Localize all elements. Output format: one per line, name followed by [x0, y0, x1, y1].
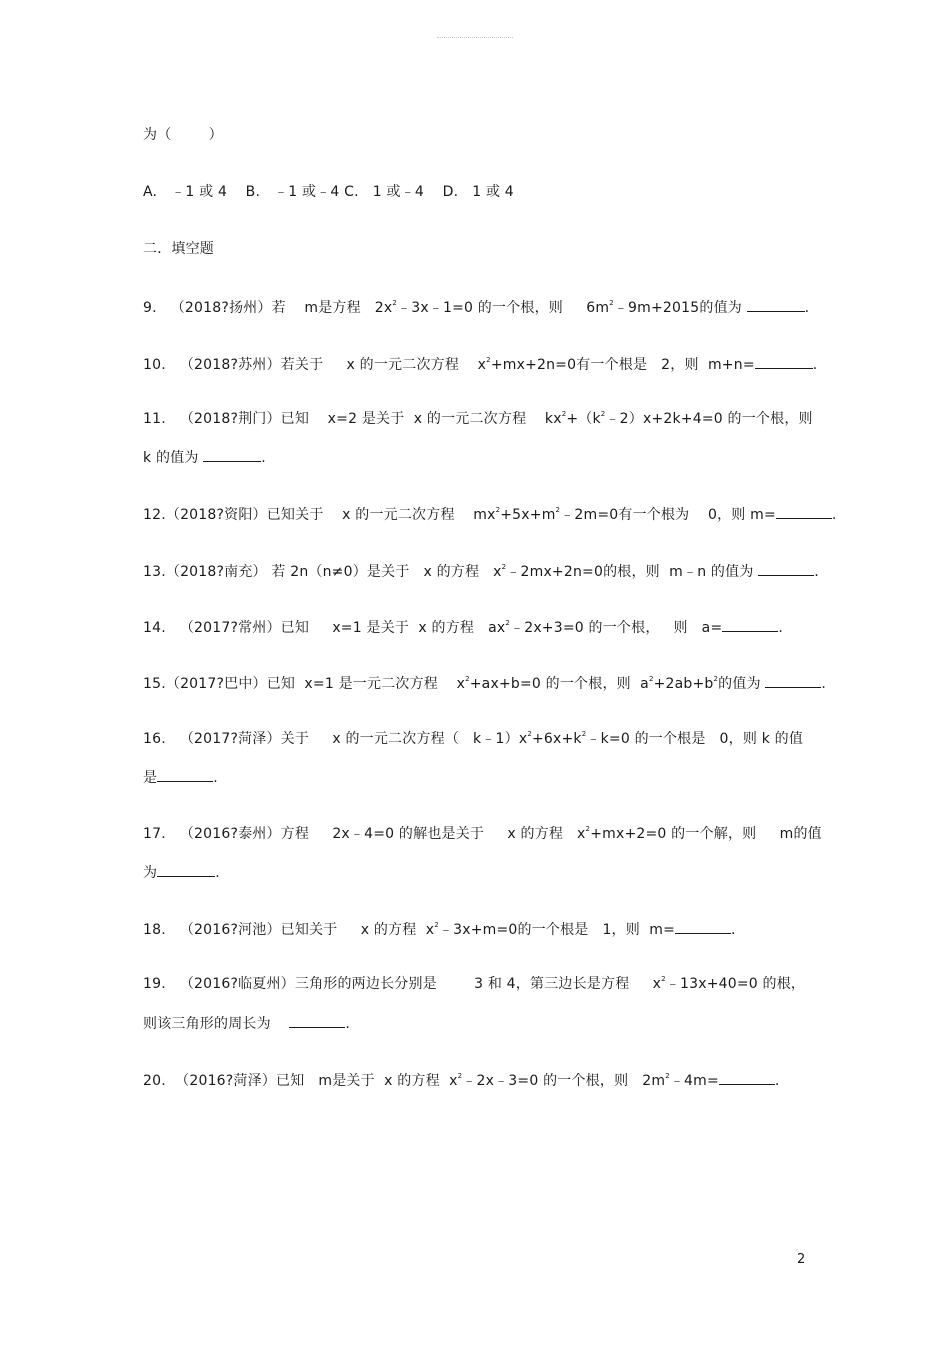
question-17: 17. （2016?泰州）方程 2x﹣4=0 的解也是关于 x 的方程 $x^2+mx+2=0$ 的一个解，则 m的值: [143, 825, 822, 842]
answer-blank[interactable]: [719, 1070, 775, 1085]
question-15: 15.（2017?巴中）已知 x=1 是一元二次方程 $x^2+ax+b=0$ 的一个根，则 $a^2+2ab+b^2$的值为 .: [143, 675, 827, 692]
answer-blank[interactable]: [765, 673, 821, 688]
question-19-cont: 则该三角形的周长为 .: [143, 1013, 350, 1033]
answer-blank[interactable]: [747, 297, 805, 312]
answer-blank[interactable]: [776, 504, 832, 519]
question-17-cont: 为 .: [143, 862, 220, 882]
answer-blank[interactable]: [758, 561, 814, 576]
answer-blank[interactable]: [157, 862, 215, 877]
question-16-cont: 是 .: [143, 767, 218, 787]
question-8-options: A. ﹣1 或 4 B. ﹣1 或﹣4 C. 1 或﹣4 D. 1 或 4: [143, 184, 514, 200]
question-19: 19. （2016?临夏州）三角形的两边长分别是 3 和 4，第三边长是方程 $x^2﹣13x+40=0$ 的根，: [143, 975, 806, 992]
answer-blank[interactable]: [722, 617, 778, 632]
answer-blank[interactable]: [203, 447, 261, 462]
question-14: 14. （2017?常州）已知 x=1 是关于 x 的方程 $ax^2﹣2x+3=0$ 的一个根， 则 a= .: [143, 619, 784, 636]
header-mark: [437, 37, 513, 42]
question-11-cont: k 的值为 .: [143, 447, 266, 467]
answer-blank[interactable]: [157, 767, 213, 782]
question-9: 9. （2018?扬州）若 m是方程 $2x^2﹣3x﹣1=0$ 的一个根，则 $6m^2﹣9m+2015$的值为 .: [143, 299, 810, 316]
question-10: 10. （2018?苏州）若关于 x 的一元二次方程 $x^2+mx+2n=0$有一个根是 2，则 m+n= .: [143, 356, 818, 373]
answer-blank[interactable]: [675, 919, 731, 934]
section-heading: 二．填空题: [143, 241, 214, 257]
answer-blank[interactable]: [755, 354, 813, 369]
page-number: 2: [797, 1252, 806, 1267]
answer-blank[interactable]: [289, 1013, 345, 1028]
question-8-tail: 为（ ）: [143, 127, 223, 143]
question-11: 11. （2018?荆门）已知 x=2 是关于 x 的一元二次方程 $kx^2+(k^2﹣2)x+2k+4=0$ 的一个根，则: [143, 410, 813, 427]
question-16: 16. （2017?菏泽）关于 x 的一元二次方程（ $k﹣1)x^2+6x+k^2﹣k=0$ 的一个根是 0，则 k 的值: [143, 730, 804, 747]
question-18: 18. （2016?河池）已知关于 x 的方程 $x^2﹣3x+m=0$的一个根是 1，则 m= .: [143, 921, 736, 938]
question-13: 13.（2018?南充） 若 2n（n≠0）是关于 x 的方程 $x^2﹣2mx+2n=0$的根，则 m﹣n 的值为 .: [143, 563, 819, 580]
question-12: 12.（2018?资阳）已知关于 x 的一元二次方程 $mx^2+5x+m^2﹣2m=0$有一个根为 0，则 m= .: [143, 506, 837, 523]
question-20: 20. （2016?菏泽）已知 m是关于 x 的方程 $x^2﹣2x﹣3=0$ 的一个根，则 $2m^2﹣4m=$ .: [143, 1072, 780, 1089]
